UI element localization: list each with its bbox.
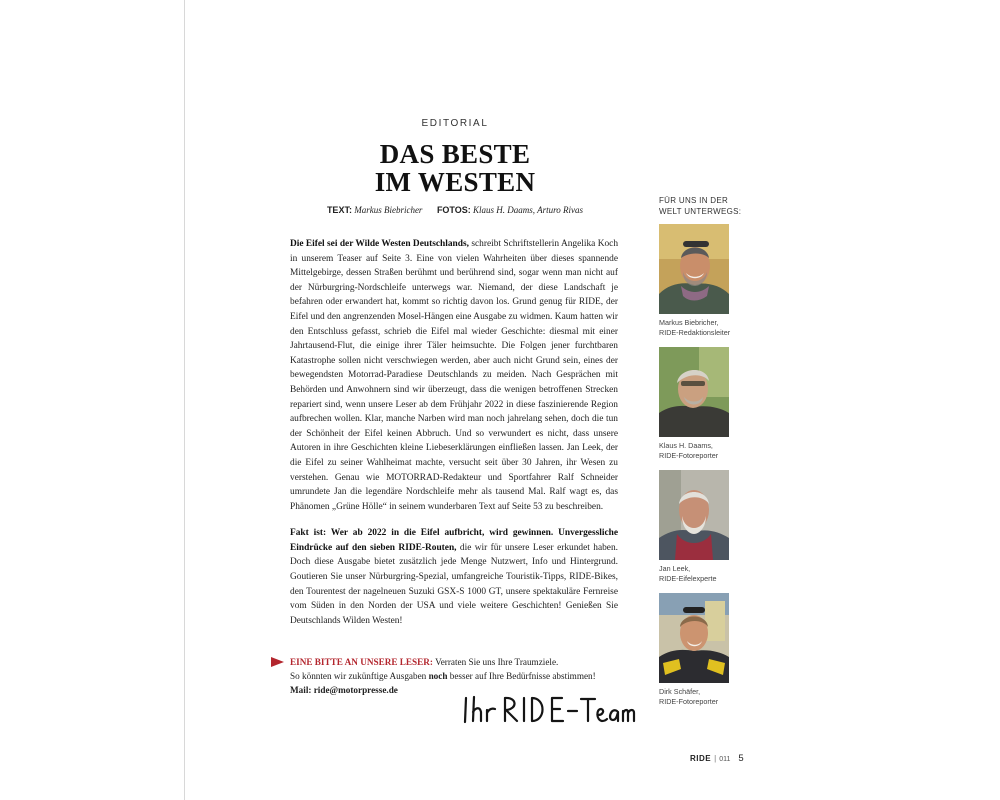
paragraph-2-ride-bikes: RIDE-Bikes, [569, 572, 618, 583]
portrait-jan-leek [659, 470, 729, 560]
article-body [290, 237, 618, 628]
portrait-klaus-daams [659, 347, 729, 437]
photo-credit-authors: Klaus H. Daams, Arturo Rivas [473, 205, 584, 215]
credits-line [290, 205, 620, 215]
contributor-role: RIDE-Eifelexperte [659, 574, 717, 583]
headline [290, 140, 620, 196]
footer-issue: 011 [719, 756, 731, 763]
page-number: 5 [738, 753, 744, 764]
appeal-text-2a: So könnten wir zukünftige Ausgaben [290, 670, 429, 681]
paragraph-1 [290, 237, 618, 514]
headline-line-1: DAS BESTE [379, 139, 531, 169]
page-gutter-line [184, 0, 185, 800]
paragraph-2 [290, 526, 618, 628]
paragraph-1-lead: Die Eifel sei der Wilde Westen Deutschlands, [290, 239, 469, 249]
paragraph-2-text-a: die wir für unsere Leser erkundet haben. Doch diese Ausgabe bietet zusätzlich jede Menge Nutzwert, Info und Hintergrund. Goutieren Sie unser Nürburgring-Spezial, umfangreiche Touristik-Tipps, [290, 542, 618, 583]
contributor-name: Markus Biebricher, [659, 318, 719, 327]
paragraph-2-text-b: den Tourentest der nagelneuen Suzuki GSX-S 1000 GT, unsere spektakuläre Fernreise vom Süden in den Norden der USA und viele weitere Geschichten! Genießen Sie Deutschlands Wilden Westen! [290, 586, 618, 626]
sidebar-heading-line-2: WELT UNTERWEGS: [659, 206, 742, 216]
contributor-caption-2 [659, 441, 769, 461]
photo-credit-label: FOTOS: [436, 205, 471, 215]
appeal-mail-text[interactable]: Mail: ride@motorpresse.de [290, 684, 398, 695]
footer-separator: | [714, 754, 717, 763]
portrait-markus-biebricher [659, 224, 729, 314]
contributor-caption-1 [659, 318, 769, 338]
appeal-line-2 [290, 670, 626, 684]
contributor-name: Dirk Schäfer, [659, 687, 701, 696]
contributor-name: Klaus H. Daams, [659, 441, 713, 450]
section-kicker: EDITORIAL [421, 118, 489, 129]
footer-brand: RIDE [690, 754, 712, 763]
paragraph-1-text: schreibt Schriftstellerin Angelika Koch in unserem Teaser auf Seite 3. Eine von vielen Wahrheiten über dieses spannende Mittelgebirge, dessen Straßen berühmt und berührend sind, sogar wenn man nicht auf der Nürburgring-Nordschleife unterwegs war. Niemand, der diese Landschaft je befahren oder erwandert hat, kommt so richtig davon los. Grund genug für RIDE, der Eifel und den angrenzenden Mosel-Hängen eine Ausgabe zu widmen. Kaum hatten wir den Entschluss gefasst, schrieb die Eifel mal wieder Geschichte: diesmal mit einer Jahrtausend-Flut, die einige ihrer Täler heimsuchte. Die Folgen jener furchtbaren Katastrophe sollen nicht verschwiegen werden, aber auch nicht Grund sein, eines der bewegendsten Motorrad-Paradiese Deutschlands zu meiden. Nach Gesprächen mit Behörden und Anwohnern sind wir überzeugt, dass die wenigen betroffenen Strecken repariert sind, wenn unsere Leser ab dem Frühjahr 2022 in diese faszinierende Region aufbrechen wollen. Klar, manche Narben wird man noch jahrelang sehen, doch die tun der Schönheit der Eifel keinen Abbruch. Und so verwundert es nicht, dass unsere Autoren in ihre Geschichten kleine Liebeserklärungen einfließen lassen. Jan Leek, der die Eifel zu seiner Wahlheimat machte, versucht seit über 30 Jahren, ihr Wesen zu verstehen. Genau wie MOTORRAD-Redakteur und Sportfahrer Ralf Schneider umrundete Jan die legendäre Nordschleife mehr als tausend Mal. Ralf wagt es, das Phänomen „Grüne Hölle“ in seinem wunderbaren Text auf Seite 53 zu beschreiben. [290, 239, 619, 512]
contributor-caption-3 [659, 564, 769, 584]
appeal-text-2b: besser auf Ihre Bedürfnisse abstimmen! [447, 670, 596, 681]
contributor-name: Jan Leek, [659, 564, 691, 573]
contributor-role: RIDE-Fotoreporter [659, 697, 719, 706]
paragraph-2-lead-routes: RIDE-Routen, [398, 542, 457, 553]
signature-handwritten [460, 690, 640, 730]
contributor-role: RIDE-Redaktionsleiter [659, 328, 731, 337]
contributor-role: RIDE-Fotoreporter [659, 451, 719, 460]
page-footer [690, 753, 744, 764]
contributor-caption-4 [659, 687, 769, 707]
portrait-dirk-schaefer [659, 593, 729, 683]
paragraph-2-lead: Fakt ist: Wer ab 2022 in die Eifel aufbricht, wird gewinnen. Unvergessliche Eindrücke auf den sieben [290, 528, 618, 553]
appeal-label: EINE BITTE AN UNSERE LESER: [290, 657, 433, 667]
sidebar-heading [659, 196, 779, 217]
appeal-text-1: Verraten Sie uns Ihre Traumziele. [432, 657, 559, 667]
text-credit-label: TEXT: [326, 205, 352, 215]
appeal-text-emphasis: noch [428, 670, 448, 681]
text-credit-author: Markus Biebricher [354, 205, 423, 215]
headline-line-2: IM WESTEN [374, 167, 536, 197]
sidebar-heading-line-1: FÜR UNS IN DER [659, 196, 729, 205]
appeal-line-1 [290, 656, 626, 670]
arrow-marker-icon [271, 657, 284, 667]
